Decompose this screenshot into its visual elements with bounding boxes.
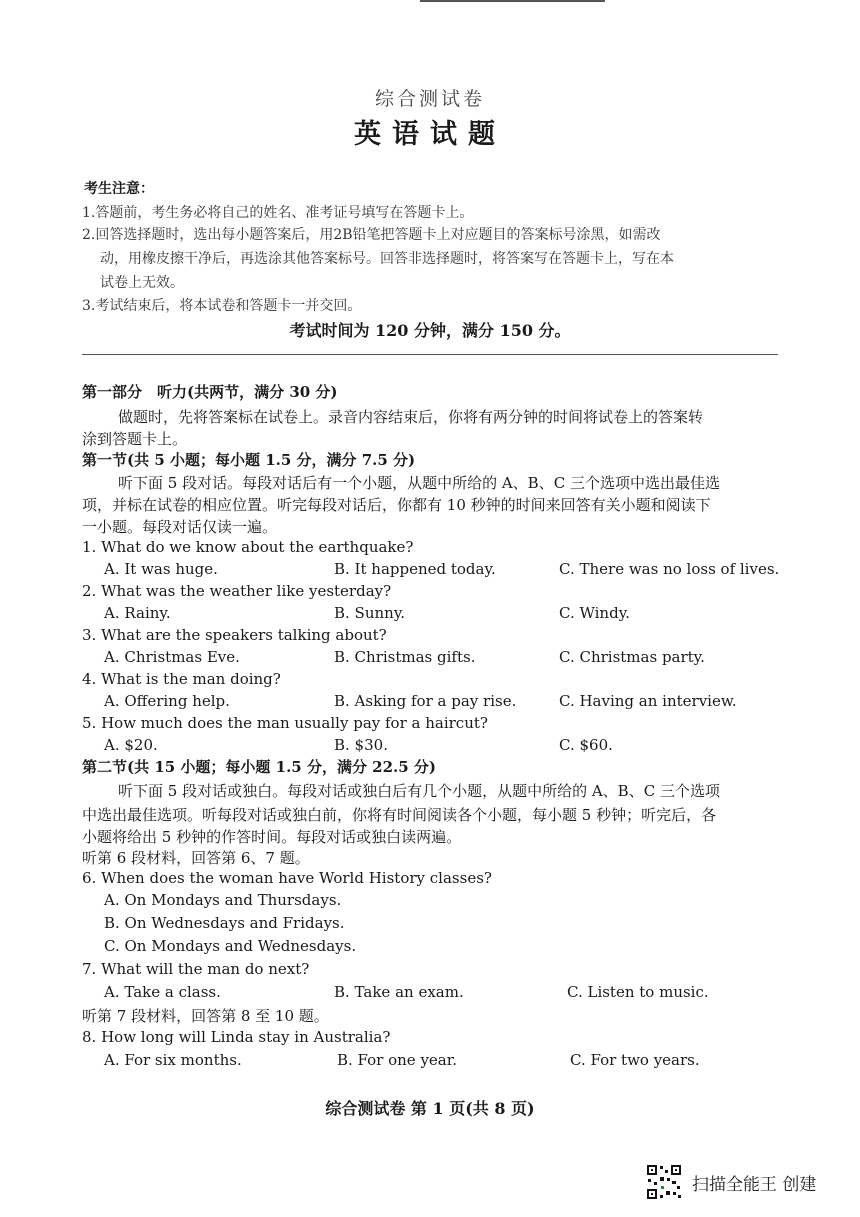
question-1: 1. What do we know about the earthquake? — [82, 538, 414, 556]
notice-heading: 考生注意： — [84, 181, 154, 197]
q1-option-a: A. It was huge. — [104, 560, 218, 578]
q8-option-c: C. For two years. — [570, 1051, 700, 1069]
question-6: 6. When does the woman have World History classes? — [82, 869, 492, 887]
section2-intro-line-1: 听下面 5 段对话或独白。每段对话或独白后有几个小题，从题中所给的 A、B、C 三个选项 — [118, 782, 720, 800]
section1-intro-line-1: 听下面 5 段对话。每段对话后有一个小题，从题中所给的 A、B、C 三个选项中选出最佳选 — [118, 474, 720, 492]
section2-intro-line-3: 小题将给出 5 秒钟的作答时间。每段对话或独白读两遍。 — [82, 828, 462, 846]
question-7: 7. What will the man do next? — [82, 960, 310, 978]
q7-option-c: C. Listen to music. — [567, 983, 709, 1001]
q4-option-b: B. Asking for a pay rise. — [334, 692, 517, 710]
notice-line-4: 试卷上无效。 — [100, 275, 184, 291]
scanner-watermark — [646, 1164, 836, 1200]
notice-line-5: 3.考试结束后，将本试卷和答题卡一并交回。 — [82, 298, 362, 314]
q6-option-c: C. On Mondays and Wednesdays. — [104, 937, 357, 955]
q8-option-b: B. For one year. — [337, 1051, 458, 1069]
notice-line-1: 1.答题前，考生务必将自己的姓名、准考证号填写在答题卡上。 — [82, 205, 474, 221]
qr-code-icon — [646, 1164, 682, 1200]
q6-option-a: A. On Mondays and Thursdays. — [104, 891, 342, 909]
question-8: 8. How long will Linda stay in Australia? — [82, 1028, 391, 1046]
q5-option-c: C. $60. — [559, 736, 613, 754]
part1-intro-line-1: 做题时，先将答案标在试卷上。录音内容结束后，你将有两分钟的时间将试卷上的答案转 — [118, 408, 704, 426]
notice-line-3: 动，用橡皮擦干净后，再选涂其他答案标号。回答非选择题时，将答案写在答题卡上，写在本 — [100, 251, 674, 267]
section1-heading: 第一节(共 5 小题；每小题 1.5 分，满分 7.5 分) — [82, 451, 416, 469]
exam-title: 英语试题 — [354, 119, 506, 150]
question-2: 2. What was the weather like yesterday? — [82, 582, 392, 600]
section2-intro-line-2: 中选出最佳选项。听每段对话或独白前，你将有时间阅读各个小题，每小题 5 秒钟；听完后，各 — [82, 806, 717, 824]
q4-option-a: A. Offering help. — [104, 692, 230, 710]
part1-heading: 第一部分 听力(共两节，满分 30 分) — [82, 383, 338, 401]
q6-option-b: B. On Wednesdays and Fridays. — [104, 914, 345, 932]
part1-intro-line-2: 涂到答题卡上。 — [82, 430, 188, 448]
question-5: 5. How much does the man usually pay for a haircut? — [82, 714, 488, 732]
exam-time-info: 考试时间为 120 分钟，满分 150 分。 — [289, 321, 571, 340]
q7-option-a: A. Take a class. — [104, 983, 221, 1001]
exam-subtitle: 综合测试卷 — [374, 88, 485, 110]
q4-option-c: C. Having an interview. — [559, 692, 737, 710]
q5-option-a: A. $20. — [104, 736, 158, 754]
q3-option-b: B. Christmas gifts. — [334, 648, 476, 666]
scanner-watermark-text: 扫描全能王 创建 — [692, 1175, 817, 1195]
top-border-line — [420, 0, 605, 2]
q3-option-a: A. Christmas Eve. — [104, 648, 240, 666]
notice-line-2: 2.回答选择题时，选出每小题答案后，用2B铅笔把答题卡上对应题目的答案标号涂黑，如需改 — [82, 227, 661, 243]
section-divider — [82, 354, 778, 355]
section2-heading: 第二节(共 15 小题；每小题 1.5 分，满分 22.5 分) — [82, 758, 437, 776]
q3-option-c: C. Christmas party. — [559, 648, 705, 666]
section1-intro-line-3: 一小题。每段对话仅读一遍。 — [82, 518, 278, 536]
q8-option-a: A. For six months. — [104, 1051, 242, 1069]
question-3: 3. What are the speakers talking about? — [82, 626, 387, 644]
question-4: 4. What is the man doing? — [82, 670, 281, 688]
q2-option-b: B. Sunny. — [334, 604, 406, 622]
material-7-instruction: 听第 7 段材料，回答第 8 至 10 题。 — [82, 1007, 329, 1025]
q1-option-b: B. It happened today. — [334, 560, 496, 578]
material-6-instruction: 听第 6 段材料，回答第 6、7 题。 — [82, 849, 310, 867]
q5-option-b: B. $30. — [334, 736, 388, 754]
page-footer: 综合测试卷 第 1 页(共 8 页) — [325, 1099, 535, 1118]
q2-option-c: C. Windy. — [559, 604, 630, 622]
section1-intro-line-2: 项，并标在试卷的相应位置。听完每段对话后，你都有 10 秒钟的时间来回答有关小题和阅读下 — [82, 496, 711, 514]
q2-option-a: A. Rainy. — [104, 604, 171, 622]
q7-option-b: B. Take an exam. — [334, 983, 464, 1001]
q1-option-c: C. There was no loss of lives. — [559, 560, 780, 578]
